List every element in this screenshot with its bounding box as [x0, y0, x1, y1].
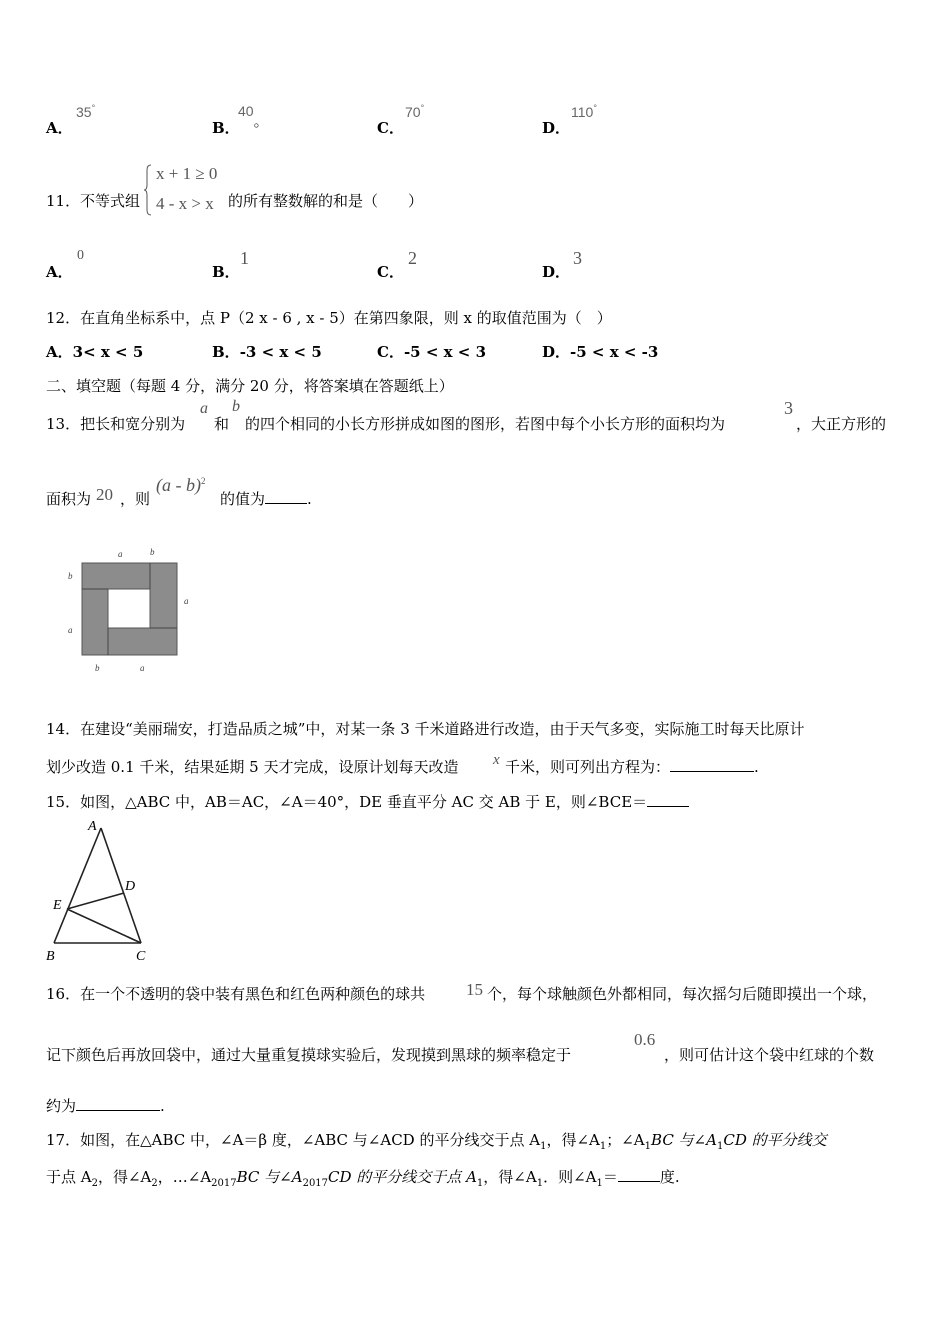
point-c-label: C [136, 949, 146, 964]
q11-option-d-label: D． [542, 263, 571, 281]
q13-text-5: 面积为 [46, 490, 92, 508]
q11-option-b-label: B． [212, 263, 240, 281]
q17-line-1: 17．如图，在△ABC 中，∠A＝β 度，∠ABC 与∠ACD 的平分线交于点 $A_1$，得$\angle A_1$；$\angle A_1BC$ 与$\angle A_1CD$ 的平分线交 [46, 1131, 827, 1152]
q11-stem [46, 162, 646, 220]
q15-stem: 15．如图，△ABC 中，AB＝AC，∠A＝40°，DE 垂直平分 AC 交 AB 于 E，则∠BCE＝ [46, 791, 689, 812]
q14-var-x: x [493, 752, 500, 768]
q16-text-4: ，则可估计这个袋中红球的个数 [664, 1046, 875, 1064]
q16-text-2: 个，每个球触颜色外都相同，每次摇匀后随即摸出一个球， [487, 985, 878, 1003]
q13-text-7: 的值为 . [220, 490, 312, 508]
q10-option-c-value: 70° [405, 103, 425, 120]
q11-option-c-value: 2 [408, 248, 417, 268]
q11-post-text: 的所有整数解的和是（ ） [228, 192, 424, 210]
q10-option-a-label: A． [46, 119, 73, 137]
section-2-heading: 二、填空题（每题 4 分，满分 20 分，将答案填在答题纸上） [46, 377, 454, 395]
q11-option-c-label: C． [377, 263, 404, 281]
side-ab [54, 828, 101, 943]
q13-var-b: b [232, 398, 240, 415]
q16-line-1 [46, 978, 926, 1006]
q14-line-1: 14．在建设“美丽瑞安，打造品质之城”中，对某一条 3 千米道路进行改造，由于天气多变，实际施工时每天比原计 [46, 720, 805, 738]
q16-line-3: 约为 . [46, 1097, 165, 1115]
point-d-label: D [125, 879, 136, 894]
q13-text-1: 13．把长和宽分别为 [46, 415, 186, 433]
q12-option-b: B．-3 < x < 5 [212, 343, 322, 361]
q12-option-d: D．-5 < x < -3 [542, 343, 659, 361]
fig13-label-bottom-a: a [140, 663, 145, 673]
q11-system-brace [144, 164, 152, 216]
q16-frequency: 0.6 [634, 1030, 656, 1049]
inner-square [108, 589, 150, 628]
segment-ec [67, 909, 141, 943]
q13-var-a: a [200, 400, 208, 417]
q10-option-d-value: 110° [571, 103, 597, 120]
fig13-label-top-a: a [118, 549, 123, 559]
q13-text-4: ，大正方形的 [796, 415, 887, 433]
q12-option-a: A．3< x < 5 [46, 343, 144, 361]
q10-option-b-value: 40。 [238, 103, 269, 130]
q14-answer-blank[interactable] [670, 757, 754, 772]
q13-text-2: 和 [214, 415, 230, 433]
rectangles-figure [62, 542, 202, 677]
q14-text-a: 划少改造 0.1 千米，结果延期 5 天才完成，设原计划每天改造 [46, 758, 459, 776]
q13-answer-blank[interactable] [265, 489, 307, 504]
q13-area-3: 3 [784, 398, 793, 418]
q10-option-c-label: C． [377, 119, 404, 137]
q13-figure [62, 542, 202, 677]
fig13-label-right-a: a [184, 596, 189, 606]
q17-line-2: 于点 $A_2$，得$\angle A_2$，$\dots\angle A_{2017}BC$ 与$\angle A_{2017}CD$ 的平分线交于点 $A_1$，得$\angle A_1$．则$\angle A_1=$ 度. [46, 1168, 680, 1189]
q16-total-15: 15 [466, 980, 483, 999]
q10-option-b-label: B． [212, 119, 240, 137]
q16-line-2 [46, 1030, 926, 1064]
fig13-label-left-b: b [68, 571, 73, 581]
q13-area-20: 20 [96, 485, 113, 504]
fig13-label-top-b: b [150, 547, 155, 557]
q16-text-1: 16．在一个不透明的袋中装有黑色和红色两种颜色的球共 [46, 985, 426, 1003]
q10-option-a-value: 35° [76, 103, 96, 120]
q13-text-6: ，则 [120, 490, 151, 508]
q15-answer-blank[interactable] [647, 792, 689, 807]
point-e-label: E [53, 898, 62, 913]
q12-stem: 12．在直角坐标系中，点 P（2 x - 6 , x - 5）在第四象限，则 x 的取值范围为（ ） [46, 309, 612, 327]
fig13-label-bottom-b: b [95, 663, 100, 673]
q13-line-2 [46, 475, 926, 511]
q10-option-d-label: D． [542, 119, 571, 137]
q11-inequality-2: 4 - x > x [156, 194, 214, 213]
q12-option-c: C．-5 < x < 3 [377, 343, 487, 361]
q13-line-1 [46, 398, 926, 438]
q11-inequality-1: x + 1 ≥ 0 [156, 164, 218, 183]
q16-answer-blank[interactable] [76, 1096, 160, 1111]
q15-figure [42, 815, 162, 965]
q13-expression: (a - b)$^2$ [156, 475, 206, 495]
q14-text-b: 千米，则可列出方程为： . [505, 758, 759, 776]
q16-text-3: 记下颜色后再放回袋中，通过大量重复摸球实验后，发现摸到黑球的频率稳定于 [46, 1046, 572, 1064]
q13-text-3: 的四个相同的小长方形拼成如图的图形，若图中每个小长方形的面积均为 [245, 415, 726, 433]
q11-options [46, 248, 926, 281]
q11-option-a-label: A． [46, 263, 73, 281]
q14-line-2 [46, 752, 926, 778]
point-b-label: B [46, 949, 55, 964]
triangle-figure [42, 815, 162, 965]
q12-options [46, 341, 926, 361]
fig13-label-left-a: a [68, 625, 73, 635]
q11-option-a-value: 0 [77, 248, 84, 263]
q10-options [46, 103, 926, 137]
q11-option-d-value: 3 [573, 248, 582, 268]
q11-number: 11． [46, 192, 81, 210]
q17-answer-blank[interactable] [618, 1167, 660, 1182]
segment-ed [67, 893, 124, 909]
point-a-label: A [88, 819, 97, 834]
q11-option-b-value: 1 [240, 248, 249, 268]
q11-pre-text: 不等式组 [80, 192, 141, 210]
